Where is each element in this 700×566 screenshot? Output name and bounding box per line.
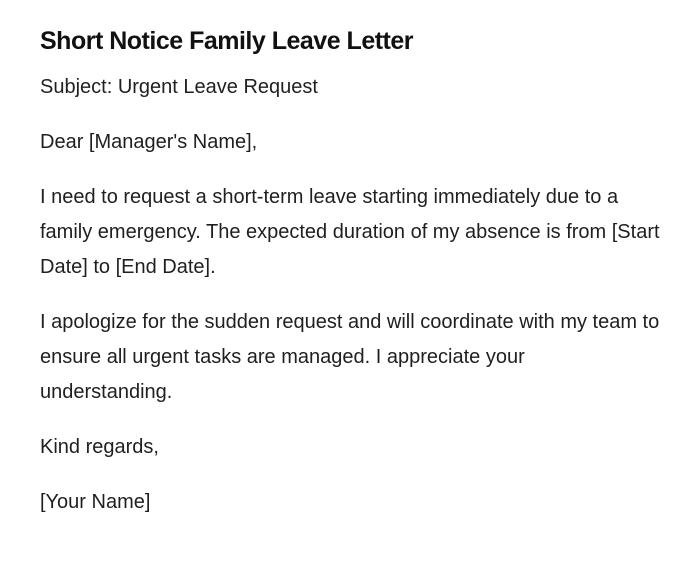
letter-title: Short Notice Family Leave Letter bbox=[40, 27, 414, 55]
body-paragraph-1: I need to request a short-term leave starting immediately due to a family emergency. The expected duration of my absence is from [Start Date] to [End Date]. bbox=[40, 186, 660, 278]
signature: [Your Name] bbox=[40, 491, 151, 513]
salutation: Dear [Manager's Name], bbox=[40, 131, 258, 153]
closing: Kind regards, bbox=[40, 436, 159, 458]
subject-line: Subject: Urgent Leave Request bbox=[40, 76, 318, 98]
body-paragraph-2: I apologize for the sudden request and will coordinate with my team to ensure all urgent tasks are managed. I appreciate your understanding. bbox=[40, 311, 660, 403]
